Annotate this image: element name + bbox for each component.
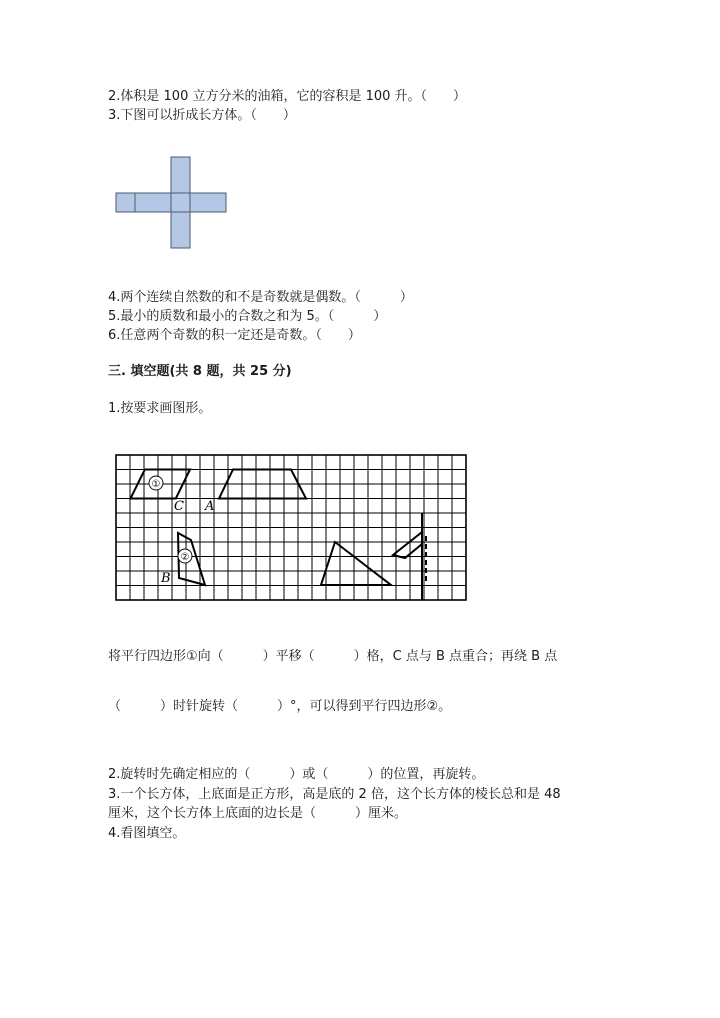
judgment-q3: 3.下图可以折成长方体。（ ） [108, 108, 296, 123]
label-point-b: B [161, 571, 171, 586]
net-face-left [135, 193, 171, 212]
label-point-c: C [174, 499, 184, 514]
net-face-bottom [171, 212, 190, 248]
fill-q3-line1: 3.一个长方体，上底面是正方形，高是底的 2 倍，这个长方体的棱长总和是 48 [108, 787, 561, 802]
triangle [321, 542, 391, 585]
label-shape-1: ① [151, 479, 161, 490]
judgment-q2: 2.体积是 100 立方分米的油箱，它的容积是 100 升。（ ） [108, 89, 467, 104]
net-face-left-small [116, 193, 135, 212]
fill-q1-line2: （ ）时针旋转（ ）°，可以得到平行四边形②。 [108, 699, 452, 714]
label-point-a: A [205, 499, 215, 514]
cross-net-figure [108, 150, 238, 250]
judgment-q4: 4.两个连续自然数的和不是奇数就是偶数。（ ） [108, 290, 413, 305]
judgment-q6: 6.任意两个奇数的积一定还是奇数。（ ） [108, 328, 361, 343]
partial-shape [393, 513, 422, 558]
fill-q1-title: 1.按要求画图形。 [108, 401, 212, 416]
net-face-top [171, 157, 190, 193]
grid-figure [108, 448, 473, 608]
label-shape-2: ② [180, 552, 190, 563]
fill-q4: 4.看图填空。 [108, 826, 186, 841]
net-face-center [171, 193, 190, 212]
judgment-q5: 5.最小的质数和最小的合数之和为 5。（ ） [108, 309, 387, 324]
fill-q3-line2: 厘米，这个长方体上底面的边长是（ ）厘米。 [108, 806, 408, 821]
fill-q1-line1: 将平行四边形①向（ ）平移（ ）格，C 点与 B 点重合；再绕 B 点 [108, 649, 558, 664]
net-face-right [190, 193, 226, 212]
section-heading: 三. 填空题(共 8 题，共 25 分) [108, 364, 292, 379]
fill-q2: 2.旋转时先确定相应的（ ）或（ ）的位置，再旋转。 [108, 767, 485, 782]
